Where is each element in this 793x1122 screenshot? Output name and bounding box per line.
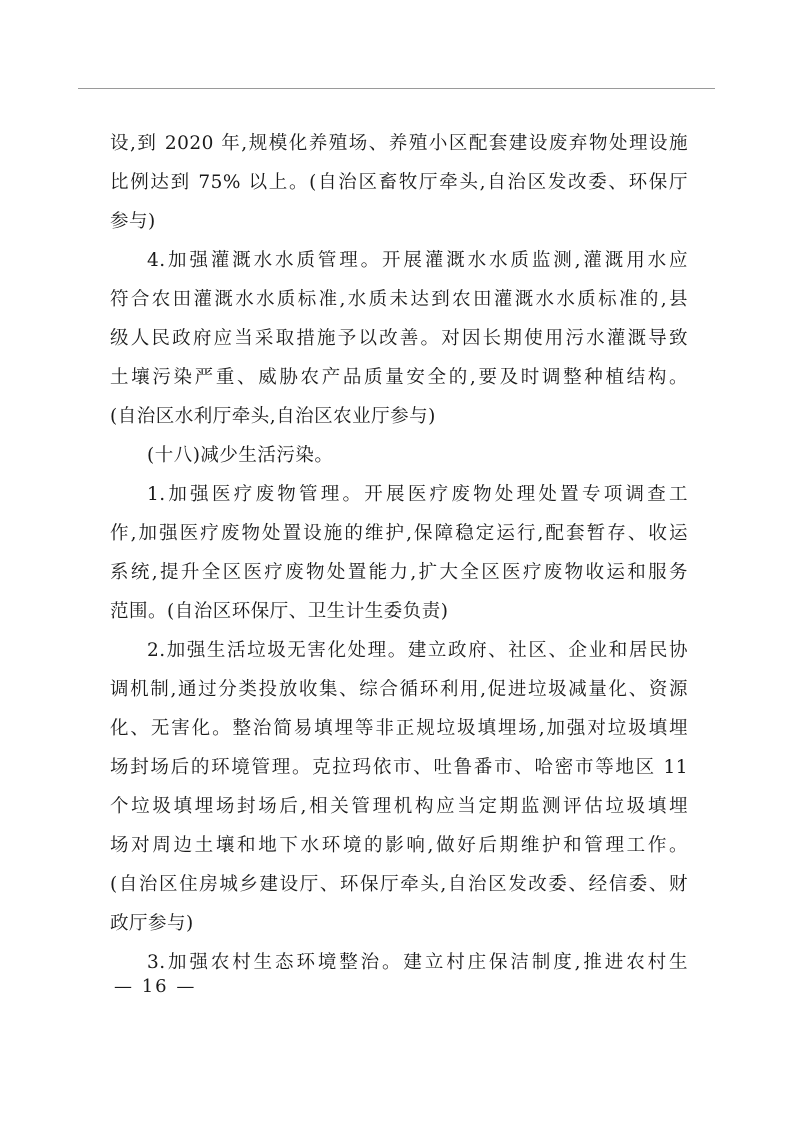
text-line: 化、无害化。整治简易填埋等非正规垃圾填埋场,加强对垃圾填埋 [110,718,688,739]
text-line: 个垃圾填埋场封场后,相关管理机构应当定期监测评估垃圾填埋 [110,796,688,817]
text-line: 设,到 2020 年,规模化养殖场、养殖小区配套建设废弃物处理设施 [110,133,688,154]
text-line: 符合农田灌溉水水质标准,水质未达到农田灌溉水水质标准的,县 [110,289,688,310]
text-line: 调机制,通过分类投放收集、综合循环利用,促进垃圾减量化、资源 [110,679,688,700]
text-line: 范围。(自治区环保厅、卫生计生委负责) [110,601,449,622]
text-line: (自治区水利厅牵头,自治区农业厅参与) [110,406,436,427]
text-line: 2.加强生活垃圾无害化处理。建立政府、社区、企业和居民协 [147,640,688,661]
text-line: 场封场后的环境管理。克拉玛依市、吐鲁番市、哈密市等地区 11 [110,757,688,778]
text-line: 场对周边土壤和地下水环境的影响,做好后期维护和管理工作。 [110,835,688,856]
text-line: 1.加强医疗废物管理。开展医疗废物处理处置专项调查工 [147,484,688,505]
page-number: — 16 — [114,976,197,997]
header-rule [78,88,715,89]
text-line: 作,加强医疗废物处置设施的维护,保障稳定运行,配套暂存、收运 [110,523,688,544]
text-line: 参与) [110,211,156,232]
document-body [110,124,688,982]
text-line: 土壤污染严重、威胁农产品质量安全的,要及时调整种植结构。 [110,367,688,388]
text-line: 3.加强农村生态环境整治。建立村庄保洁制度,推进农村生 [147,952,688,973]
text-line: 政厅参与) [110,913,194,934]
text-line: 级人民政府应当采取措施予以改善。对因长期使用污水灌溉导致 [110,328,688,349]
section-heading: (十八)减少生活污染。 [147,445,334,466]
text-line: 比例达到 75% 以上。(自治区畜牧厅牵头,自治区发改委、环保厅 [110,172,688,193]
text-line: 4.加强灌溉水水质管理。开展灌溉水水质监测,灌溉用水应 [147,250,688,271]
text-line: (自治区住房城乡建设厅、环保厅牵头,自治区发改委、经信委、财 [110,874,688,895]
text-line: 系统,提升全区医疗废物处置能力,扩大全区医疗废物收运和服务 [110,562,688,583]
